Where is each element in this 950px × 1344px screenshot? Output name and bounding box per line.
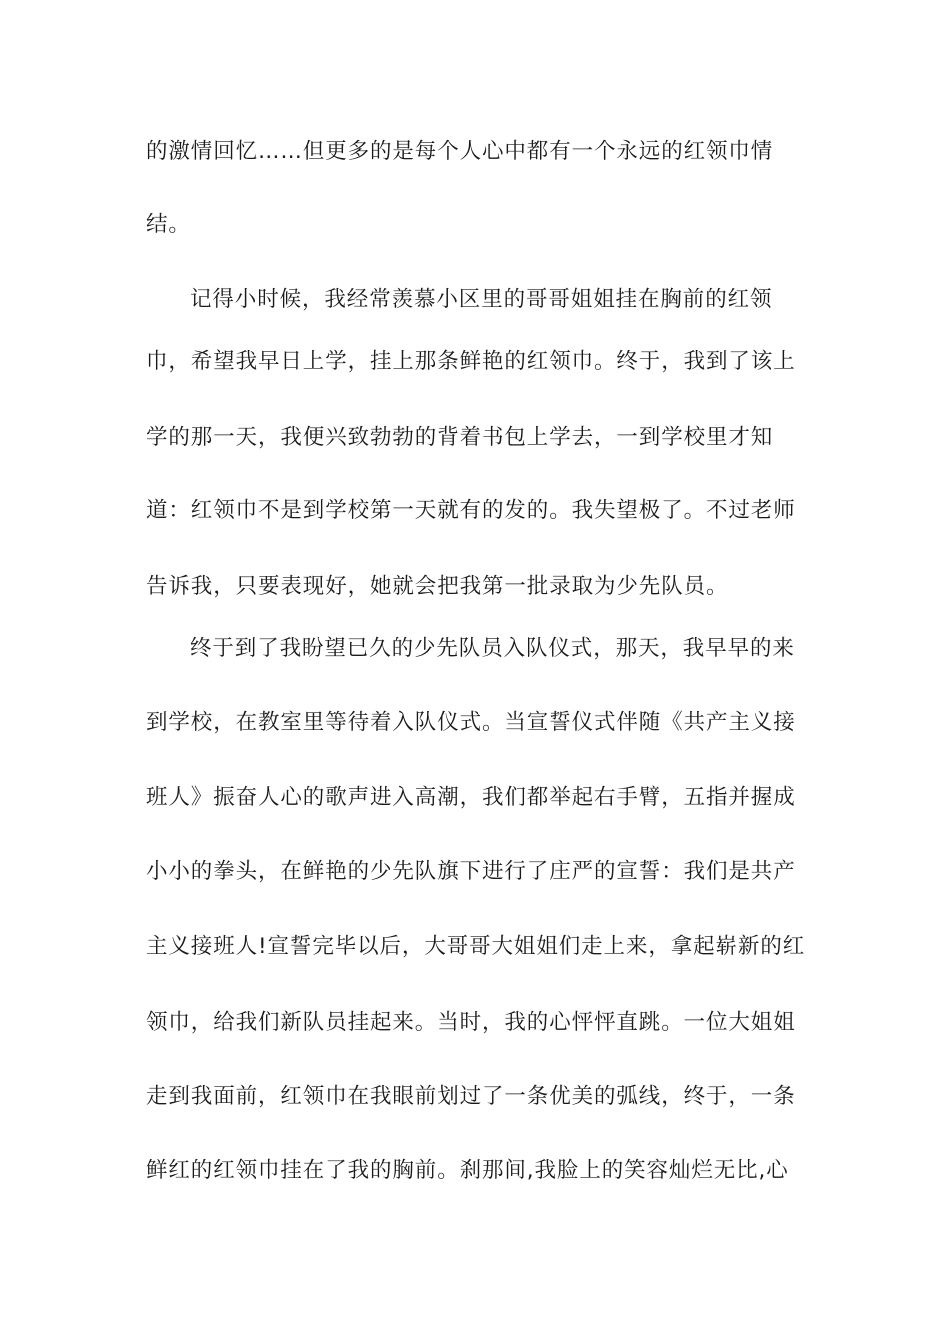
text-line: 学的那一天，我便兴致勃勃的背着书包上学去，一到学校里才知 (146, 425, 774, 450)
paragraph-start-line: 终于到了我盼望已久的少先队员入队仪式，那天，我早早的来 (190, 636, 795, 661)
paragraph-start-line: 记得小时候，我经常羡慕小区里的哥哥姐姐挂在胸前的红领 (190, 287, 773, 312)
text-line: 主义接班人!宣誓完毕以后，大哥哥大姐姐们走上来，拿起崭新的红 (146, 934, 806, 959)
text-line: 结。 (146, 212, 191, 237)
text-line: 领巾，给我们新队员挂起来。当时，我的心怦怦直跳。一位大姐姐 (146, 1010, 796, 1035)
text-line: 小小的拳头，在鲜艳的少先队旗下进行了庄严的宣誓：我们是共产 (146, 859, 796, 884)
text-line: 道：红领巾不是到学校第一天就有的发的。我失望极了。不过老师 (146, 498, 796, 523)
text-line: 到学校，在教室里等待着入队仪式。当宣誓仪式伴随《共产主义接 (146, 710, 796, 735)
text-line: 的激情回忆……但更多的是每个人心中都有一个永远的红领巾情 (146, 139, 774, 164)
text-line: 班人》振奋人心的歌声进入高潮，我们都举起右手臂，五指并握成 (146, 785, 796, 810)
text-line: 走到我面前，红领巾在我眼前划过了一条优美的弧线，终于，一条 (146, 1084, 796, 1109)
text-line: 巾，希望我早日上学，挂上那条鲜艳的红领巾。终于，我到了该上 (146, 349, 796, 374)
text-line: 鲜红的红领巾挂在了我的胸前。刹那间,我脸上的笑容灿烂无比,心 (146, 1158, 789, 1183)
text-line: 告诉我，只要表现好，她就会把我第一批录取为少先队员。 (146, 574, 729, 599)
